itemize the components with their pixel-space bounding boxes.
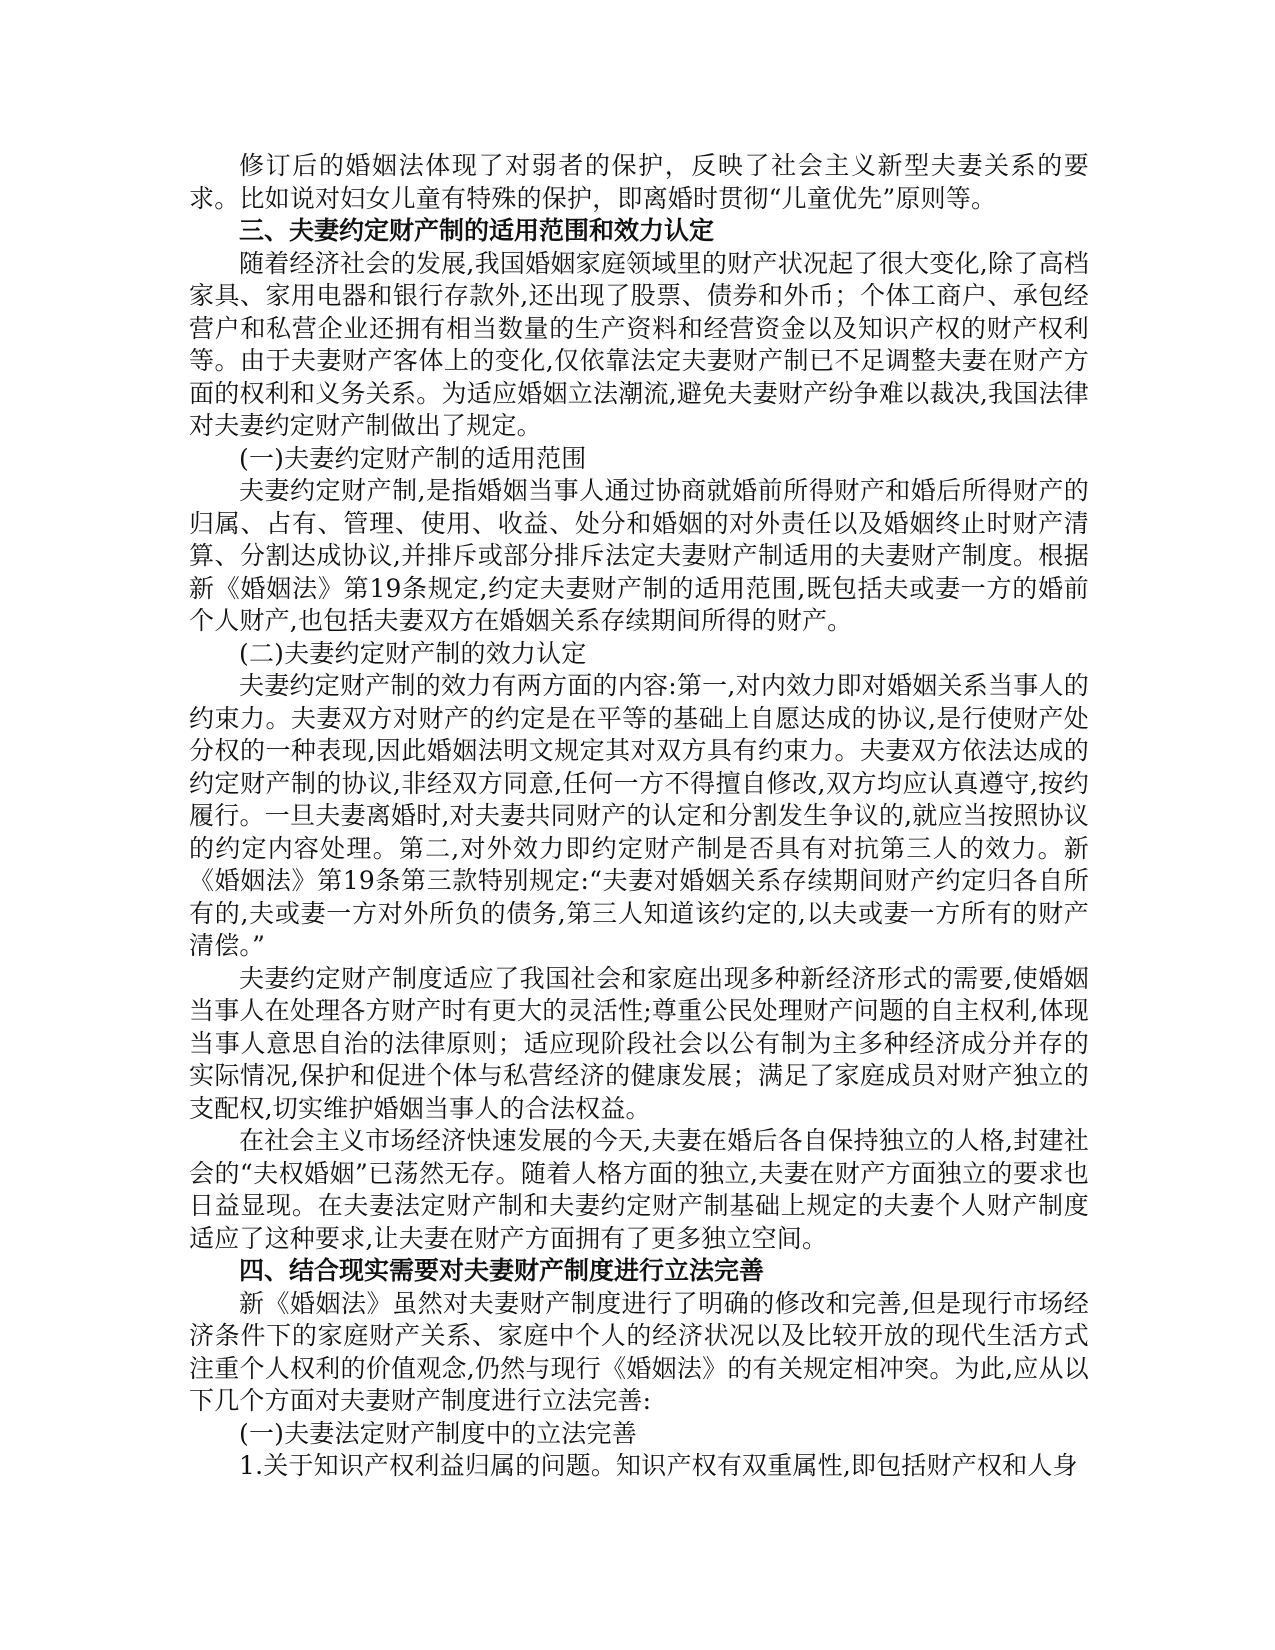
subheading-effect: (二)夫妻约定财产制的效力认定 [239, 638, 587, 668]
paragraph-legislative-improvement: 新《婚姻法》虽然对夫妻财产制度进行了明确的修改和完善,但是现行市场经济条件下的家庭财产关系、家庭中个人的经济状况以及比较开放的现代生活方式注重个人权利的价值观念,仍然与现行《婚姻法》的有关规定相冲突。为此,应从以下几个方面对夫妻财产制度进行立法完善: [189, 1288, 1089, 1415]
paragraph-intellectual-property: 1.关于知识产权利益归属的问题。知识产权有双重属性,即包括财产权和人身 [239, 1451, 1078, 1480]
paragraph-agreed-property-definition: 夫妻约定财产制,是指婚姻当事人通过协商就婚前所得财产和婚后所得财产的归属、占有、管理、使用、收益、处分和婚姻的对外责任以及婚姻终止时财产清算、分割达成协议,并排斥或部分排斥法定夫妻财产制适用的夫妻财产制度。根据新《婚姻法》第19条规定,约定夫妻财产制的适用范围,既包括夫或妻一方的婚前个人财产,也包括夫妻双方在婚姻关系存续期间所得的财产。 [189, 476, 1089, 635]
paragraph-effect-content: 夫妻约定财产制的效力有两方面的内容:第一,对内效力即对婚姻关系当事人的约束力。夫妻双方对财产的约定是在平等的基础上自愿达成的协议,是行使财产处分权的一种表现,因此婚姻法明文规定其对双方具有约束力。夫妻双方依法达成的约定财产制的协议,非经双方同意,任何一方不得擅自修改,双方均应认真遵守,按约履行。一旦夫妻离婚时,对夫妻共同财产的认定和分割发生争议的,就应当按照协议的约定内容处理。第二,对外效力即约定财产制是否具有对抗第三人的效力。新《婚姻法》第19条第三款特别规定:“夫妻对婚姻关系存续期间财产约定归各自所有的,夫或妻一方对外所负的债务,第三人知道该约定的,以夫或妻一方所有的财产清偿。” [189, 671, 1089, 960]
paragraph-flexibility: 夫妻约定财产制度适应了我国社会和家庭出现多种新经济形式的需要,使婚姻当事人在处理各方财产时有更大的灵活性;尊重公民处理财产问题的自主权利,体现当事人意思自治的法律原则；适应现阶段社会以公有制为主多种经济成分并存的实际情况,保护和促进个体与私营经济的健康发展；满足了家庭成员对财产独立的支配权,切实维护婚姻当事人的合法权益。 [189, 963, 1089, 1123]
subheading-statutory-improvement: (一)夫妻法定财产制度中的立法完善 [239, 1418, 637, 1448]
paragraph-economic-development: 随着经济社会的发展,我国婚姻家庭领域里的财产状况起了很大变化,除了高档家具、家用电器和银行存款外,还出现了股票、债券和外币；个体工商户、承包经营户和私营企业还拥有相当数量的生产资料和经营资金以及知识产权的财产权利等。由于夫妻财产客体上的变化,仅依靠法定夫妻财产制已不足调整夫妻在财产方面的权利和义务关系。为适应婚姻立法潮流,避免夫妻财产纷争难以裁决,我国法律对夫妻约定财产制做出了规定。 [189, 248, 1089, 440]
paragraph-weaker-party-protection: 修订后的婚姻法体现了对弱者的保护，反映了社会主义新型夫妻关系的要求。比如说对妇女儿童有特殊的保护，即离婚时贯彻“儿童优先”原则等。 [189, 151, 1089, 213]
document-body [189, 150, 1089, 1483]
section-heading-4: 四、结合现实需要对夫妻财产制度进行立法完善 [239, 1256, 765, 1285]
section-heading-3: 三、夫妻约定财产制的适用范围和效力认定 [239, 216, 715, 245]
subheading-scope: (一)夫妻约定财产制的适用范围 [239, 443, 587, 473]
paragraph-independence: 在社会主义市场经济快速发展的今天,夫妻在婚后各自保持独立的人格,封建社会的“夫权婚姻”已荡然无存。随着人格方面的独立,夫妻在财产方面独立的要求也日益显现。在夫妻法定财产制和夫妻约定财产制基础上规定的夫妻个人财产制度适应了这种要求,让夫妻在财产方面拥有了更多独立空间。 [189, 1126, 1089, 1253]
